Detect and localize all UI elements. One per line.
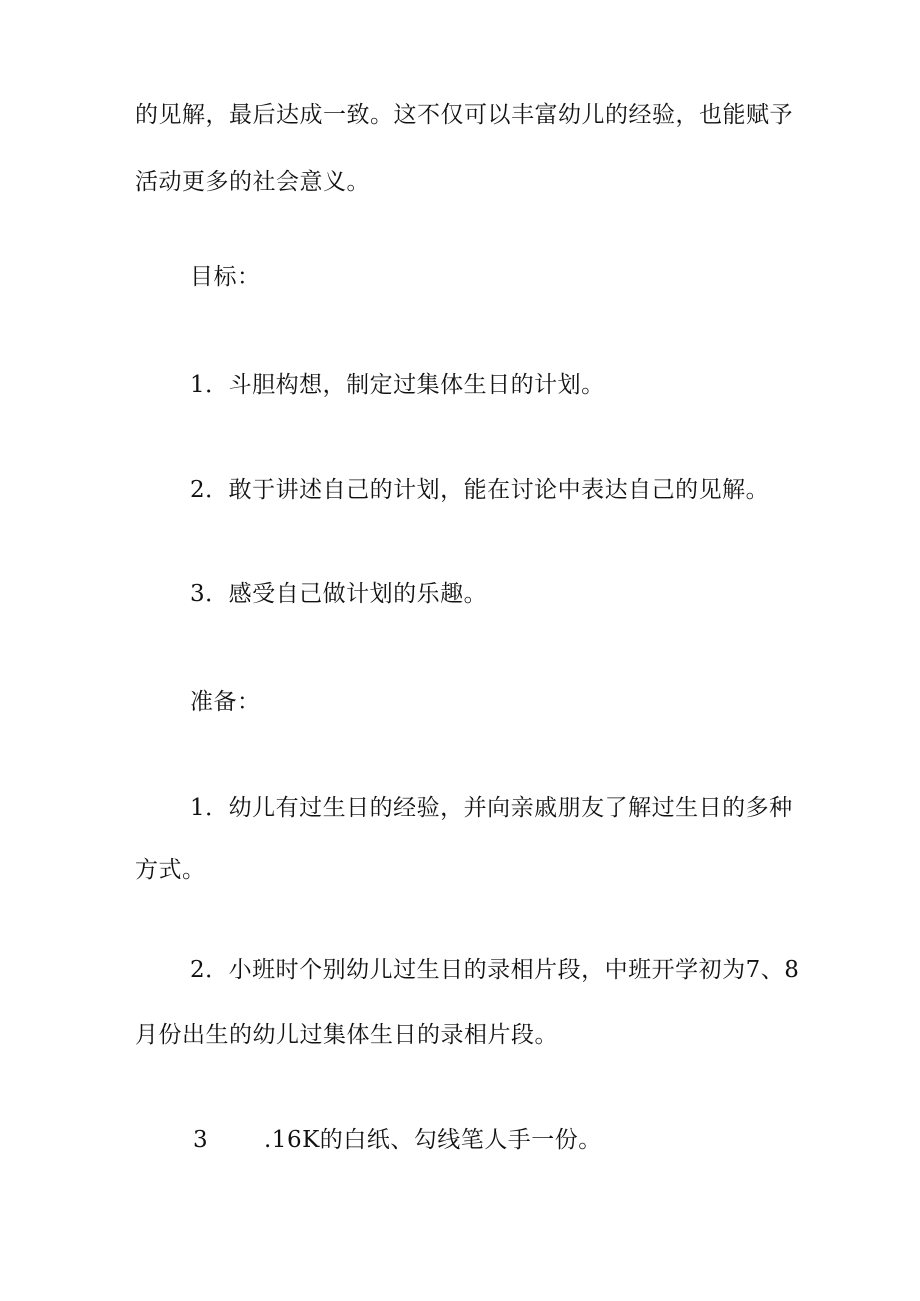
goal-item: 1．斗胆构想，制定过集体生日的计划。 [190, 372, 605, 398]
paragraph-line: 活动更多的社会意义。 [135, 169, 370, 195]
preparation-item: 1．幼儿有过生日的经验，并向亲戚朋友了解过生日的多种 [190, 795, 793, 821]
goal-item: 3．感受自己做计划的乐趣。 [190, 581, 488, 607]
section-heading-preparation: 准备： [190, 689, 261, 715]
preparation-item-number: 3 [193, 1127, 209, 1153]
paragraph-line: 方式。 [135, 857, 206, 883]
preparation-item: 2．小班时个别幼儿过生日的录相片段，中班开学初为7、8 [190, 957, 800, 983]
section-heading-goals: 目标： [190, 264, 261, 290]
preparation-item: .16K的白纸、勾线笔人手一份。 [264, 1127, 602, 1153]
goal-item: 2．敢于讲述自己的计划，能在讨论中表达自己的见解。 [190, 477, 770, 503]
paragraph-line: 月份出生的幼儿过集体生日的录相片段。 [135, 1022, 558, 1048]
paragraph-line: 的见解，最后达成一致。这不仅可以丰富幼儿的经验，也能赋予 [135, 102, 793, 128]
